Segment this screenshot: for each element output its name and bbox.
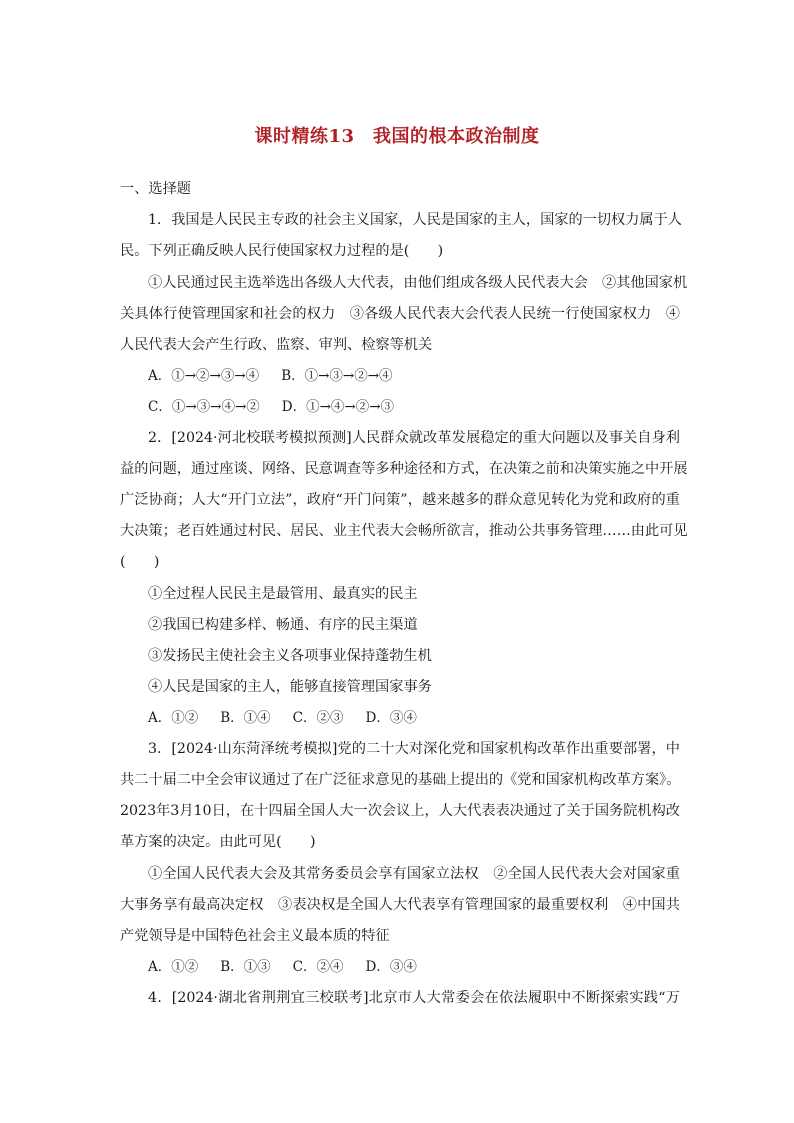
q3-option-a[interactable]: A．①② (148, 959, 199, 975)
q4-stem-line-1: 4．[2024·湖北省荆荆宜三校联考]北京市人大常委会在依法履职中不断探索实践“万 (148, 990, 680, 1006)
q3-statement-line-1: ①全国人民代表大会及其常务委员会享有国家立法权 ②全国人民代表大会对国家重 (148, 866, 680, 882)
q3-option-c[interactable]: C．②④ (292, 959, 344, 975)
q1-option-a[interactable]: A．①→②→③→④ (148, 368, 260, 384)
q1-statement-line-3: 人民代表大会产生行政、监察、审判、检察等机关 (120, 337, 433, 353)
q2-stem-line-4: 大决策；老百姓通过村民、居民、业主代表大会畅所欲言，推动公共事务管理……由此可见 (120, 523, 688, 539)
q2-statement-2: ②我国已构建多样、畅通、有序的民主渠道 (148, 617, 418, 633)
q2-stem-line-5: ( ) (120, 554, 160, 570)
q2-stem-line-1: 2．[2024·河北校联考模拟预测]人民群众就改革发展稳定的重大问题以及事关自身利 (148, 430, 680, 446)
q1-options-row-1 (148, 366, 393, 386)
q3-stem-line-3: 2023年3月10日，在十四届全国人大一次会议上，人大代表表决通过了关于国务院机构改 (120, 803, 680, 819)
q1-options-row-2 (148, 397, 394, 417)
q2-option-c[interactable]: C．②③ (292, 710, 344, 726)
q3-stem-line-2: 共二十届二中全会审议通过了在广泛征求意见的基础上提出的《党和国家机构改革方案》。 (120, 772, 681, 788)
q3-options-row (148, 957, 417, 977)
q3-stem-line-4: 革方案的决定。由此可见( ) (120, 834, 316, 850)
q2-stem-line-3: 广泛协商；人大“开门立法”，政府“开门问策”，越来越多的群众意见转化为党和政府的重 (120, 492, 680, 508)
q3-option-d[interactable]: D．③④ (365, 959, 417, 975)
q2-options-row (148, 708, 417, 728)
q2-statement-4: ④人民是国家的主人，能够直接管理国家事务 (148, 679, 432, 695)
q2-option-d[interactable]: D．③④ (365, 710, 417, 726)
q2-statement-3: ③发扬民主使社会主义各项事业保持蓬勃生机 (148, 648, 432, 664)
section-heading: 一、选择题 (120, 181, 191, 197)
q2-statement-1: ①全过程人民民主是最管用、最真实的民主 (148, 586, 418, 602)
q3-option-b[interactable]: B．①③ (220, 959, 271, 975)
q1-stem-line-2: 民。下列正确反映人民行使国家权力过程的是( ) (120, 243, 444, 259)
q1-statement-line-2: 关具体行使管理国家和社会的权力 ③各级人民代表大会代表人民统一行使国家权力 ④ (120, 306, 680, 322)
q2-stem-line-2: 益的问题，通过座谈、网络、民意调查等多种途径和方式，在决策之前和决策实施之中开展 (120, 461, 688, 477)
q3-statement-line-3: 产党领导是中国特色社会主义最本质的特征 (120, 928, 390, 944)
q1-stem-line-1: 1．我国是人民民主专政的社会主义国家，人民是国家的主人，国家的一切权力属于人 (148, 212, 682, 228)
q1-option-d[interactable]: D．①→④→②→③ (281, 399, 395, 415)
q3-statement-line-2: 大事务享有最高决定权 ③表决权是全国人大代表享有管理国家的最重要权利 ④中国共 (120, 897, 680, 913)
q1-option-c[interactable]: C．①→③→④→② (148, 399, 260, 415)
q1-statement-line-1: ①人民通过民主选举选出各级人大代表，由他们组成各级人民代表大会 ②其他国家机 (148, 275, 688, 291)
q2-option-a[interactable]: A．①② (148, 710, 199, 726)
q1-option-b[interactable]: B．①→③→②→④ (281, 368, 393, 384)
q2-option-b[interactable]: B．①④ (220, 710, 271, 726)
page-title: 课时精练13 我国的根本政治制度 (254, 126, 540, 147)
q3-stem-line-1: 3．[2024·山东菏泽统考模拟]党的二十大对深化党和国家机构改革作出重要部署，中 (148, 741, 680, 757)
